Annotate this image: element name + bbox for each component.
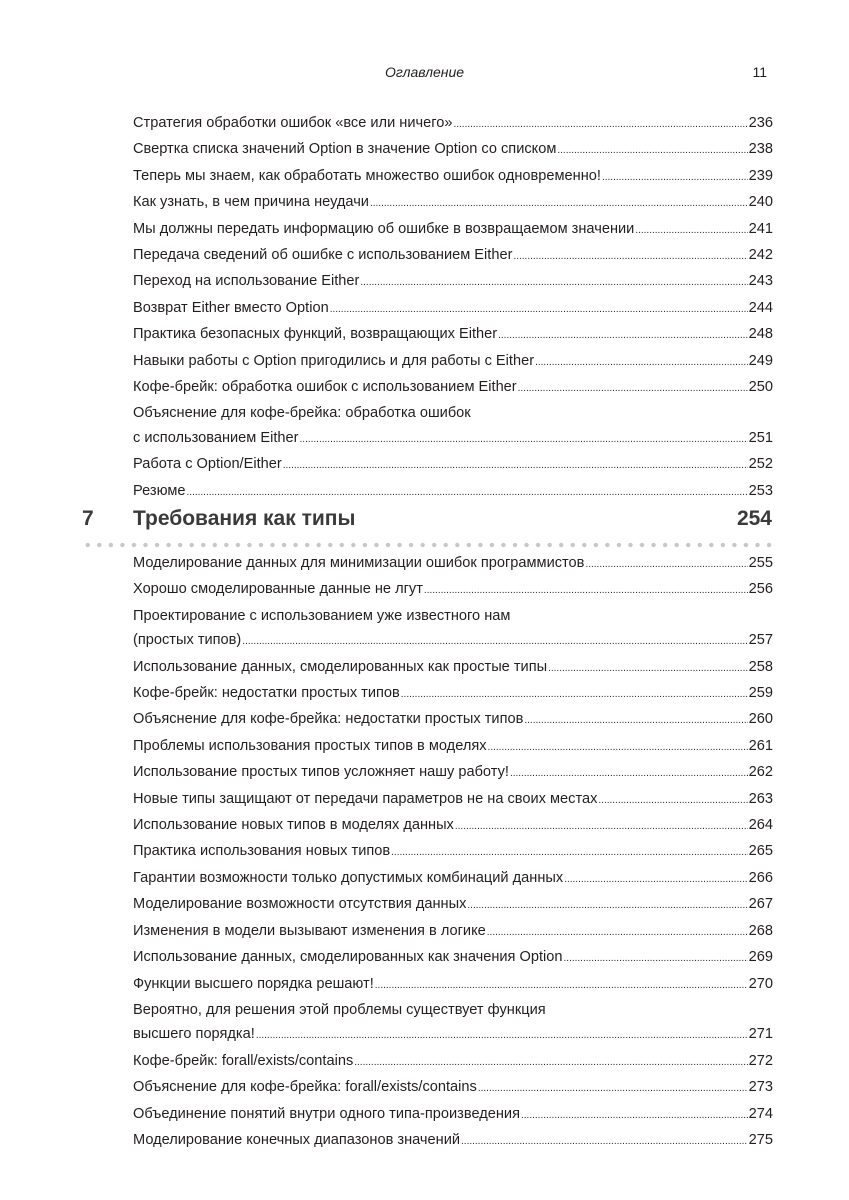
dot-leader — [487, 921, 748, 945]
toc-entry[interactable] — [133, 349, 773, 375]
running-title: Оглавление — [384, 64, 465, 80]
chapter-page: 254 — [736, 507, 772, 530]
toc-entry[interactable] — [133, 604, 773, 655]
toc-entry-page: 262 — [748, 764, 773, 781]
toc-entry-title: Новые типы защищают от передачи параметров не на своих местах — [133, 790, 598, 807]
chapter-number: 7 — [82, 507, 94, 530]
dot-leader — [557, 139, 747, 163]
toc-entry-page: 260 — [748, 711, 773, 728]
toc-entry-title: Практика использования новых типов — [133, 843, 391, 860]
toc-entry[interactable] — [133, 190, 773, 216]
toc-entry-title: Использование новых типов в моделях данных — [133, 817, 454, 834]
toc-entry[interactable] — [133, 998, 773, 1049]
toc-entry[interactable] — [133, 734, 773, 760]
toc-entry-title: Проблемы использования простых типов в моделях — [133, 737, 487, 754]
toc-entry-page: 248 — [748, 326, 773, 343]
dot-leader — [360, 271, 747, 295]
toc-entry-page: 265 — [748, 843, 773, 860]
toc-entry-page: 256 — [748, 581, 773, 598]
dot-leader — [283, 454, 748, 478]
dot-leader — [330, 298, 748, 322]
toc-entry[interactable] — [133, 1049, 773, 1075]
toc-entry-page: 252 — [748, 456, 773, 473]
dot-leader — [498, 324, 748, 348]
toc-entry[interactable] — [133, 787, 773, 813]
toc-entry-title: Использование данных, смоделированных как значения Option — [133, 949, 563, 966]
toc-entry[interactable] — [133, 479, 773, 505]
toc-entry-title: Возврат Either вместо Option — [133, 299, 329, 316]
toc-entry[interactable] — [133, 137, 773, 163]
toc-entry-title-line1: Вероятно, для решения этой проблемы существует функция — [133, 1001, 546, 1018]
toc-entry-page: 263 — [748, 790, 773, 807]
toc-entry[interactable] — [133, 401, 773, 452]
toc-entry-page: 251 — [748, 429, 773, 446]
dot-leader — [564, 947, 748, 971]
toc-entry-title: Теперь мы знаем, как обработать множество ошибок одновременно! — [133, 167, 601, 184]
dot-leader — [524, 709, 747, 733]
dot-leader — [370, 192, 748, 216]
toc-entry-page: 238 — [748, 141, 773, 158]
toc-entry-page: 267 — [748, 896, 773, 913]
toc-entry-page: 249 — [748, 352, 773, 369]
toc-entry-page: 239 — [748, 167, 773, 184]
dot-leader — [242, 630, 747, 654]
toc-entry[interactable] — [133, 243, 773, 269]
toc-entry-page: 236 — [748, 115, 773, 131]
dot-leader — [585, 553, 747, 577]
toc-entry-page: 261 — [748, 737, 773, 754]
toc-entry-title: Практика безопасных функций, возвращающих Either — [133, 326, 498, 343]
toc-entry-title: Моделирование данных для минимизации ошибок программистов — [133, 555, 585, 571]
dot-leader — [488, 736, 748, 760]
toc-entry-page: 264 — [748, 817, 773, 834]
toc-entry-page: 272 — [748, 1052, 773, 1069]
toc-entry-page: 242 — [748, 247, 773, 264]
toc-entry-page: 244 — [748, 299, 773, 316]
dot-leader — [300, 428, 748, 452]
toc-entry[interactable] — [133, 1128, 773, 1154]
toc-entry-page: 271 — [748, 1026, 773, 1043]
toc-entry-page: 243 — [748, 273, 773, 290]
chapter-title: Требования как типы — [133, 507, 356, 530]
toc-entry[interactable] — [133, 164, 773, 190]
toc-entry-title: Моделирование возможности отсутствия данных — [133, 896, 467, 913]
dot-leader — [564, 868, 747, 892]
dot-leader — [187, 481, 748, 505]
toc-entry-title: Свертка списка значений Option в значение Option со списком — [133, 141, 557, 158]
dot-leader — [391, 841, 747, 865]
toc-entry-title: Объяснение для кофе-брейка: недостатки простых типов — [133, 711, 524, 728]
running-head — [0, 62, 849, 82]
toc-entry-page: 270 — [748, 975, 773, 992]
toc-entry-page: 266 — [748, 869, 773, 886]
toc-entry-page: 250 — [748, 379, 773, 396]
toc-entry-title: Хорошо смоделированные данные не лгут — [133, 581, 423, 598]
toc-entry[interactable] — [133, 760, 773, 786]
toc-section-previous-chapter — [133, 111, 773, 505]
dot-leader — [467, 894, 747, 918]
chapter-heading — [82, 507, 772, 537]
toc-entry-page: 257 — [748, 632, 773, 649]
dot-leader — [548, 657, 748, 681]
toc-entry[interactable] — [133, 655, 773, 681]
toc-entry[interactable] — [133, 707, 773, 733]
page-number: 11 — [752, 64, 767, 80]
toc-entry-title-line1: Объяснение для кофе-брейка: обработка ошибок — [133, 405, 471, 422]
toc-entry-title: Функции высшего порядка решают! — [133, 975, 374, 992]
dot-leader — [424, 579, 748, 603]
toc-entry[interactable] — [133, 322, 773, 348]
toc-entry-title: Кофе-брейк: недостатки простых типов — [133, 685, 400, 702]
dot-leader — [256, 1024, 748, 1048]
dot-leader — [518, 377, 748, 401]
toc-entry-title: с использованием Either — [133, 429, 299, 446]
dot-leader — [453, 113, 747, 137]
toc-entry-title: Гарантии возможности только допустимых комбинаций данных — [133, 869, 564, 886]
toc-entry-title: Кофе-брейк: обработка ошибок с использованием Either — [133, 379, 517, 396]
toc-entry-title: Объяснение для кофе-брейка: forall/exists/contains — [133, 1079, 477, 1096]
toc-entry[interactable] — [133, 111, 773, 137]
toc-entry-title: Как узнать, в чем причина неудачи — [133, 194, 369, 211]
toc-entry[interactable] — [133, 839, 773, 865]
dot-leader — [521, 1104, 748, 1128]
toc-entry-title: Использование данных, смоделированных как простые типы — [133, 658, 548, 675]
toc-entry[interactable] — [133, 269, 773, 295]
toc-entry[interactable] — [133, 1075, 773, 1101]
toc-entry-page: 273 — [748, 1079, 773, 1096]
toc-entry-page: 253 — [748, 482, 773, 499]
dot-leader — [354, 1051, 747, 1075]
dot-leader — [598, 789, 747, 813]
toc-entry-page: 268 — [748, 922, 773, 939]
dot-leader — [513, 245, 747, 269]
toc-entry[interactable] — [133, 866, 773, 892]
toc-entry-page: 258 — [748, 658, 773, 675]
toc-entry-title: Работа с Option/Either — [133, 456, 282, 473]
toc-entry-page: 269 — [748, 949, 773, 966]
toc-entry[interactable] — [133, 945, 773, 971]
toc-entry-page: 275 — [748, 1131, 773, 1148]
toc-entry-title: Мы должны передать информацию об ошибке в возвращаемом значении — [133, 220, 635, 237]
toc-entry-title: Моделирование конечных диапазонов значений — [133, 1131, 461, 1148]
toc-entry[interactable] — [133, 813, 773, 839]
toc-entry-title-line1: Проектирование с использованием уже известного нам — [133, 607, 511, 624]
dot-leader — [510, 762, 748, 786]
toc-entry-page: 241 — [748, 220, 773, 237]
toc-entry[interactable] — [133, 551, 773, 577]
toc-entry-page: 259 — [748, 685, 773, 702]
toc-entry[interactable] — [133, 892, 773, 918]
toc-entry-title: Использование простых типов усложняет нашу работу! — [133, 764, 509, 781]
toc-entry[interactable] — [133, 681, 773, 707]
dot-leader — [602, 166, 748, 190]
dot-leader — [535, 351, 748, 375]
dot-leader — [461, 1130, 748, 1154]
toc-entry-title: Резюме — [133, 482, 186, 499]
toc-entry-title: Изменения в модели вызывают изменения в логике — [133, 922, 486, 939]
toc-entry-title: Навыки работы с Option пригодились и для работы с Either — [133, 352, 535, 369]
chapter-dotted-divider — [82, 542, 774, 548]
toc-entry-page: 255 — [748, 555, 773, 571]
toc-entry-title: (простых типов) — [133, 632, 242, 649]
toc-section-chapter-7 — [133, 551, 773, 1154]
toc-entry-title: Кофе-брейк: forall/exists/contains — [133, 1052, 354, 1069]
toc-entry[interactable] — [133, 919, 773, 945]
toc-entry[interactable] — [133, 296, 773, 322]
toc-entry[interactable] — [133, 1102, 773, 1128]
toc-entry-page: 274 — [748, 1105, 773, 1122]
dot-leader — [478, 1077, 748, 1101]
toc-entry-title: Переход на использование Either — [133, 273, 360, 290]
toc-entry[interactable] — [133, 217, 773, 243]
toc-entry-title: Объединение понятий внутри одного типа-произведения — [133, 1105, 520, 1122]
dot-leader — [635, 219, 747, 243]
dot-leader — [455, 815, 748, 839]
toc-entry[interactable] — [133, 452, 773, 478]
toc-entry[interactable] — [133, 577, 773, 603]
toc-entry-title: Передача сведений об ошибке с использованием Either — [133, 247, 513, 264]
dot-leader — [401, 683, 748, 707]
toc-entry-page: 240 — [748, 194, 773, 211]
dot-leader — [375, 974, 748, 998]
toc-entry[interactable] — [133, 375, 773, 401]
toc-entry-title: Стратегия обработки ошибок «все или ничего» — [133, 115, 453, 131]
toc-entry-title: высшего порядка! — [133, 1026, 255, 1043]
toc-entry[interactable] — [133, 972, 773, 998]
